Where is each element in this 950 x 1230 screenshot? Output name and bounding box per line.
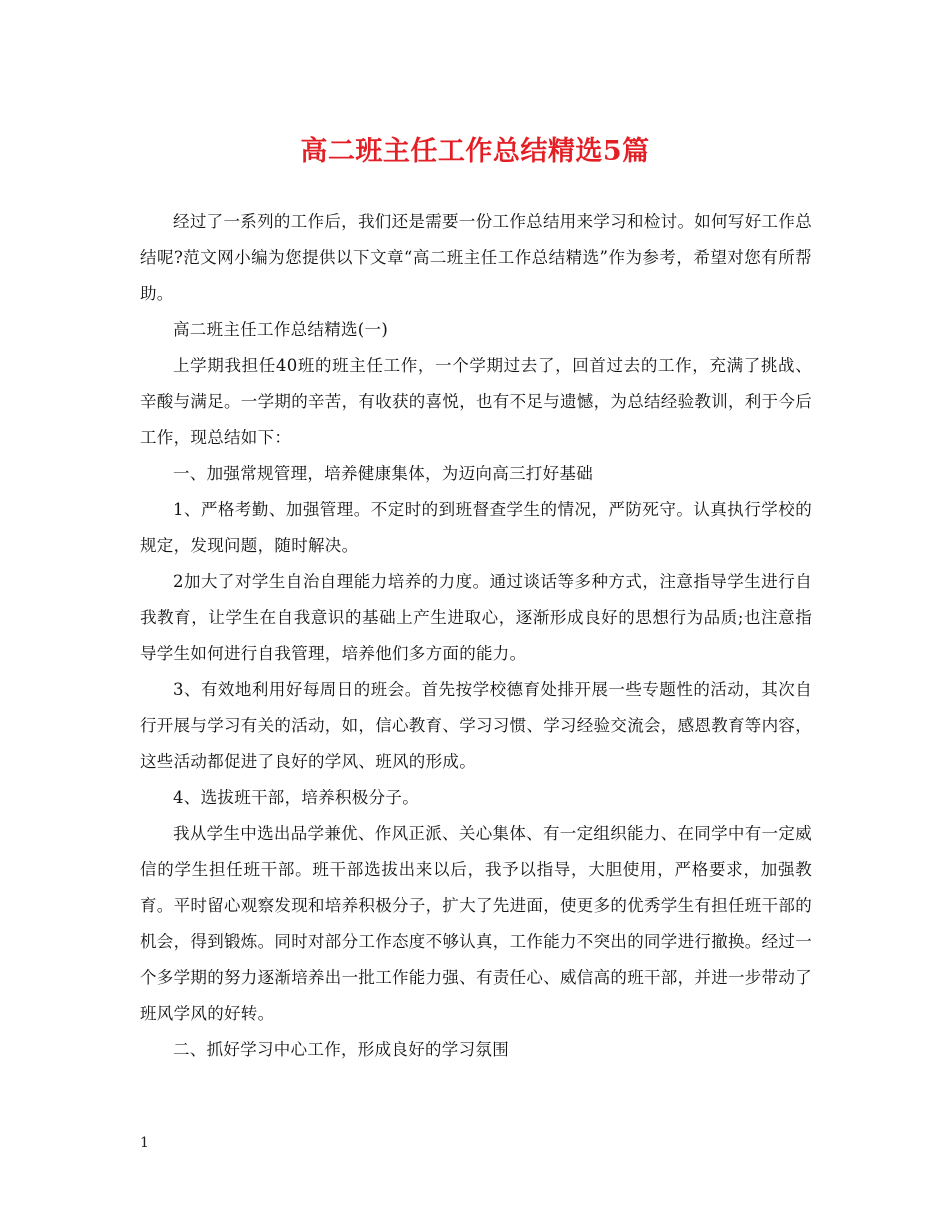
paragraph-item-3: 3、有效地利用好每周日的班会。首先按学校德育处排开展一些专题性的活动，其次自行开展与学习有关的活动，如，信心教育、学习习惯、学习经验交流会，感恩教育等内容，这些活动都促进了良好的学风、班风的形成。 — [140, 680, 812, 771]
paragraph-intro: 经过了一系列的工作后，我们还是需要一份工作总结用来学习和检讨。如何写好工作总结呢?范文网小编为您提供以下文章“高二班主任工作总结精选”作为参考，希望对您有所帮助。 — [140, 212, 812, 303]
paragraph-item-4: 4、选拔班干部，培养积极分子。 — [173, 788, 419, 807]
document-title: 高二班主任工作总结精选5篇 — [300, 136, 650, 167]
paragraph-overview: 上学期我担任40班的班主任工作，一个学期过去了，回首过去的工作，充满了挑战、辛酸与满足。一学期的辛苦，有收获的喜悦，也有不足与遗憾，为总结经验教训，利于今后工作，现总结如下： — [140, 356, 812, 447]
subheading-study-focus: 二、抓好学习中心工作，形成良好的学习氛围 — [173, 1040, 509, 1059]
paragraph-item-2: 2加大了对学生自治自理能力培养的力度。通过谈话等多种方式，注意指导学生进行自我教育，让学生在自我意识的基础上产生进取心，逐渐形成良好的思想行为品质;也注意指导学生如何进行自我管理，培养他们多方面的能力。 — [140, 572, 812, 663]
document-body — [140, 204, 812, 1068]
page-number: 1 — [140, 1135, 149, 1151]
paragraph-item-1: 1、严格考勤、加强管理。不定时的到班督查学生的情况，严防死守。认真执行学校的规定，发现问题，随时解决。 — [140, 500, 812, 555]
paragraph-class-cadres: 我从学生中选出品学兼优、作风正派、关心集体、有一定组织能力、在同学中有一定威信的学生担任班干部。班干部选拔出来以后，我予以指导，大胆使用，严格要求，加强教育。平时留心观察发现和培养积极分子，扩大了先进面，使更多的优秀学生有担任班干部的机会，得到锻炼。同时对部分工作态度不够认真，工作能力不突出的同学进行撤换。经过一个多学期的努力逐渐培养出一批工作能力强、有责任心、威信高的班干部，并进一步带动了班风学风的好转。 — [140, 824, 812, 1023]
section-heading-1: 高二班主任工作总结精选(一) — [173, 320, 389, 339]
subheading-routine-management: 一、加强常规管理，培养健康集体，为迈向高三打好基础 — [173, 464, 593, 483]
